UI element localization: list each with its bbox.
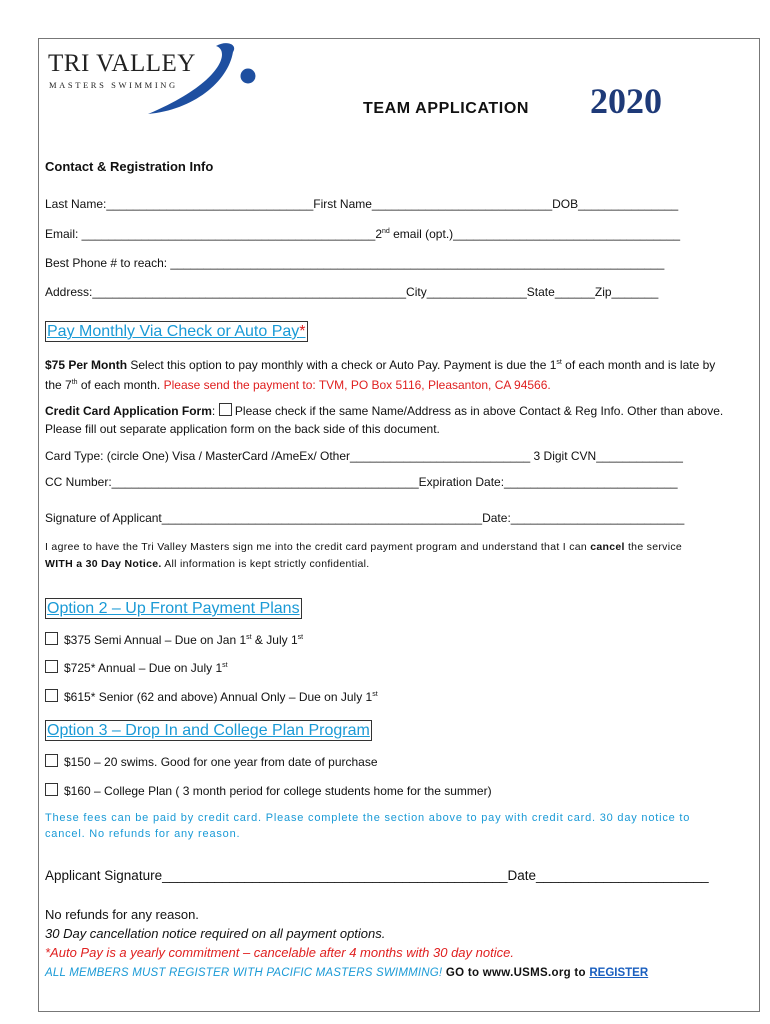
- cc-number-line[interactable]: CC Number:______________________________________________Expiration Date:__________________________: [45, 475, 678, 489]
- applicant-signature-line[interactable]: Signature of Applicant________________________________________________Date:__________________________: [45, 511, 685, 525]
- form-title: TEAM APPLICATION: [363, 100, 530, 117]
- logo-text-main: TRI VALLEY: [48, 50, 196, 77]
- email-line[interactable]: Email: ____________________________________________2nd email (opt.)__________________________________: [45, 227, 681, 241]
- name-dob-line[interactable]: Last Name:_______________________________First Name___________________________DOB_______________: [45, 197, 679, 211]
- credit-card-note: These fees can be paid by credit card. Please complete the section above to pay with credit card. 30 day notice to cancel. No refunds for any reason.: [45, 812, 691, 840]
- checkbox-icon[interactable]: [45, 689, 58, 702]
- address-line[interactable]: Address:_______________________________________________City_______________State______Zip_______: [45, 285, 659, 299]
- option2-semi-annual[interactable]: $375 Semi Annual – Due on Jan 1st & July 1st: [45, 632, 303, 647]
- checkbox-icon[interactable]: [45, 783, 58, 796]
- card-type-line[interactable]: Card Type: (circle One) Visa / MasterCard /AmeEx/ Other___________________________ 3 Digit CVN_____________: [45, 449, 683, 463]
- option3-drop-in[interactable]: $150 – 20 swims. Good for one year from date of purchase: [45, 754, 378, 769]
- credit-card-form-note: Credit Card Application Form: Please check if the same Name/Address as in above Contact & Reg Info. Other than above. Please fill out separate application form on the back side of this document.: [45, 404, 724, 436]
- monthly-description: $75 Per Month Select this option to pay monthly with a check or Auto Pay. Payment is due the 1st of each month and is late by the 7th of each month. Please send the payment to: TVM, PO Box 5116, Pleasanton, CA 94566.: [45, 358, 716, 392]
- auto-pay-notice: *Auto Pay is a yearly commitment – cancelable after 4 months with 30 day notice.: [45, 945, 514, 960]
- checkbox-icon[interactable]: [45, 754, 58, 767]
- checkbox-icon[interactable]: [45, 660, 58, 673]
- same-address-checkbox[interactable]: [219, 403, 232, 416]
- form-border: [38, 38, 760, 1012]
- form-year: 2020: [590, 81, 662, 121]
- agreement-text: I agree to have the Tri Valley Masters sign me into the credit card payment program and understand that I can cancel the service WITH a 30 Day Notice. All information is kept strictly confidential.: [45, 541, 683, 570]
- checkbox-icon[interactable]: [45, 632, 58, 645]
- register-notice: ALL MEMBERS MUST REGISTER WITH PACIFIC MASTERS SWIMMING! GO to www.USMS.org to REGISTER: [45, 967, 649, 979]
- option2-senior[interactable]: $615* Senior (62 and above) Annual Only – Due on July 1st: [45, 689, 378, 704]
- applicant-signature-date-line[interactable]: Applicant Signature______________________________________________Date_______________________: [45, 868, 709, 883]
- logo-text-sub: MASTERS SWIMMING: [49, 80, 178, 90]
- option3-college[interactable]: $160 – College Plan ( 3 month period for college students home for the summer): [45, 783, 492, 798]
- section-title-monthly: Pay Monthly Via Check or Auto Pay*: [47, 323, 306, 340]
- register-link[interactable]: REGISTER: [589, 967, 649, 979]
- section-title-option2: Option 2 – Up Front Payment Plans: [47, 600, 300, 617]
- contact-heading: Contact & Registration Info: [45, 159, 214, 174]
- phone-line[interactable]: Best Phone # to reach: __________________________________________________________________________: [45, 256, 665, 270]
- section-title-option3: Option 3 – Drop In and College Plan Program: [47, 722, 370, 739]
- cancellation-notice: 30 Day cancellation notice required on all payment options.: [45, 926, 386, 941]
- option2-annual[interactable]: $725* Annual – Due on July 1st: [45, 660, 228, 675]
- no-refunds-text: No refunds for any reason.: [45, 907, 199, 922]
- tri-valley-logo: [48, 42, 263, 122]
